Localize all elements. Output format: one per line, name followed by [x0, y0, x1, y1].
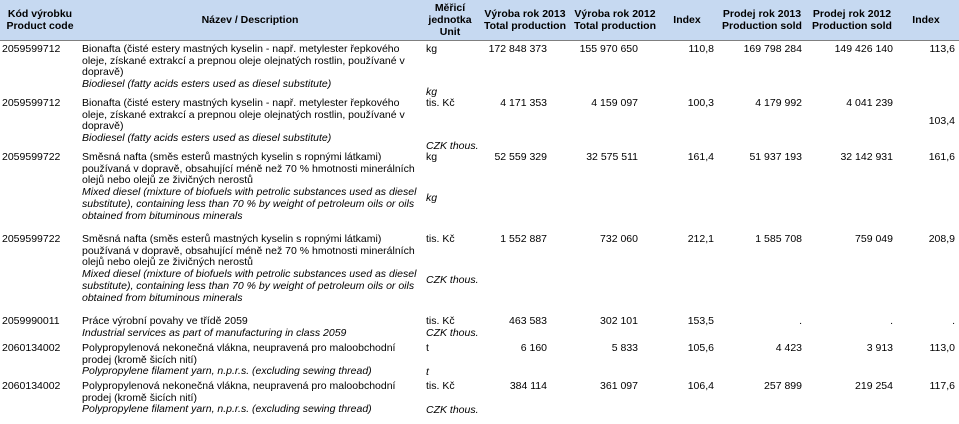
header-production-2012: Výroba rok 2012 Total production	[573, 8, 657, 32]
product-code: 2059599712	[2, 43, 61, 55]
product-code: 2059990011	[2, 315, 60, 327]
product-description	[82, 98, 422, 145]
sold-2012-value: 759 049	[855, 233, 893, 245]
unit-cz: tis. Kč	[426, 315, 455, 327]
product-code: 2059599722	[2, 233, 61, 245]
description-cz: Směsná nafta (směs esterů mastných kyselin s ropnými látkami) používaná v dopravě, obsahující méně než 70 % hmotnosti minerálních olejů nebo olejů ze živičných nerostů	[82, 233, 415, 269]
description-cz: Polypropylenová nekonečná vlákna, neupravená pro maloobchodní prodej (kromě šicích nití)	[82, 342, 396, 366]
sold-2013-value: 4 179 992	[755, 97, 802, 109]
unit-cz: tis. Kč	[426, 97, 455, 109]
unit-en: CZK thous.	[426, 327, 479, 339]
production-2012-value: 361 097	[600, 380, 638, 392]
product-code: 2059599722	[2, 151, 61, 163]
production-2013-value: 463 583	[509, 315, 547, 327]
header-unit: Měřicí jednotka Unit	[428, 2, 472, 38]
header-index-production: Index	[673, 14, 701, 26]
unit-en: CZK thous.	[426, 274, 479, 286]
description-en: Polypropylene filament yarn, n.p.r.s. (excluding sewing thread)	[82, 403, 372, 416]
unit-en: CZK thous.	[426, 404, 479, 416]
header-description: Název / Description	[201, 14, 299, 26]
sold-2013-value: 1 585 708	[755, 233, 802, 245]
sold-2013-value: 169 798 284	[743, 43, 802, 55]
production-2012-value: 32 575 511	[586, 151, 638, 163]
sold-2012-value: 4 041 239	[846, 97, 893, 109]
production-2012-value: 732 060	[600, 233, 638, 245]
sold-2013-value: .	[799, 315, 802, 327]
header-sold-2013: Prodej rok 2013 Production sold	[722, 8, 802, 32]
production-2012-value: 302 101	[600, 315, 638, 327]
sold-2012-value: 3 913	[866, 342, 893, 354]
sold-2012-value: 149 426 140	[834, 43, 893, 55]
unit-cz: kg	[426, 151, 438, 163]
index-sold-value: .	[952, 315, 955, 327]
description-en: Biodiesel (fatty acids esters used as diesel substitute)	[82, 132, 332, 145]
sold-2013-value: 4 423	[775, 342, 802, 354]
description-cz: Práce výrobní povahy ve třídě 2059	[82, 315, 248, 327]
header-product-code: Kód výrobku Product code	[6, 8, 74, 32]
unit-en: kg	[426, 86, 438, 98]
product-description	[82, 234, 422, 304]
unit-cz: kg	[426, 43, 438, 55]
table-row	[0, 316, 959, 342]
product-code: 2060134002	[2, 342, 61, 354]
table-row	[0, 343, 959, 381]
description-en: Mixed diesel (mixture of biofuels with petrolic substances used as diesel substitute), containing less than 70 % by weight of petroleum oils or oils obtained from bituminous minerals	[82, 186, 417, 222]
production-2013-value: 172 848 373	[488, 43, 547, 55]
table-row	[0, 234, 959, 316]
index-production-value: 100,3	[687, 97, 714, 109]
table-header	[0, 0, 959, 41]
production-2013-value: 6 160	[520, 342, 547, 354]
sold-2012-value: .	[890, 315, 893, 327]
description-cz: Polypropylenová nekonečná vlákna, neupravená pro maloobchodní prodej (kromě šicích nití)	[82, 380, 396, 404]
header-sold-2012: Prodej rok 2012 Production sold	[812, 8, 892, 32]
unit-cz: t	[426, 342, 429, 354]
description-en: Mixed diesel (mixture of biofuels with petrolic substances used as diesel substitute), containing less than 70 % by weight of petroleum oils or oils obtained from bituminous minerals	[82, 268, 417, 304]
index-production-value: 153,5	[687, 315, 714, 327]
product-description	[82, 44, 422, 91]
index-production-value: 105,6	[687, 342, 714, 354]
description-cz: Směsná nafta (směs esterů mastných kyselin s ropnými látkami) používaná v dopravě, obsahující méně než 70 % hmotnosti minerálních olejů nebo olejů ze živičných nerostů	[82, 151, 415, 187]
index-sold-value: 117,6	[929, 380, 955, 392]
unit-cz: tis. Kč	[426, 233, 455, 245]
index-production-value: 106,4	[687, 380, 714, 392]
unit-en: kg	[426, 192, 438, 204]
index-sold-value: 113,6	[929, 43, 955, 55]
index-production-value: 161,4	[687, 151, 714, 163]
product-code: 2059599712	[2, 97, 61, 109]
table-row	[0, 152, 959, 234]
sold-2013-value: 257 899	[764, 380, 802, 392]
product-description	[82, 316, 422, 339]
production-2012-value: 5 833	[611, 342, 638, 354]
index-sold-value: 161,6	[928, 151, 955, 163]
sold-2013-value: 51 937 193	[749, 151, 802, 163]
description-cz: Bionafta (čisté estery mastných kyselin - např. metylester řepkového oleje, získané extrakcí a prepnou oleje olejnatých rostlin, používané v dopravě)	[82, 43, 405, 79]
product-description	[82, 343, 422, 378]
production-2013-value: 52 559 329	[494, 151, 547, 163]
table-row	[0, 381, 959, 421]
unit-cz: tis. Kč	[426, 380, 455, 392]
product-code: 2060134002	[2, 380, 61, 392]
table-row	[0, 98, 959, 152]
index-sold-value: 113,0	[929, 342, 955, 354]
production-2013-value: 1 552 887	[500, 233, 547, 245]
table-row	[0, 44, 959, 98]
production-2013-value: 4 171 353	[500, 97, 547, 109]
index-sold-value: 103,4	[928, 115, 955, 127]
unit-en: CZK thous.	[426, 140, 479, 152]
header-production-2013: Výroba rok 2013 Total production	[483, 8, 567, 32]
production-2013-value: 384 114	[509, 380, 547, 392]
description-cz: Bionafta (čisté estery mastných kyselin - např. metylester řepkového oleje, získané extrakcí a prepnou oleje olejnatých rostlin, používané v dopravě)	[82, 97, 405, 133]
description-en: Biodiesel (fatty acids esters used as diesel substitute)	[82, 78, 332, 91]
description-en: Polypropylene filament yarn, n.p.r.s. (excluding sewing thread)	[82, 365, 372, 378]
sold-2012-value: 32 142 931	[840, 151, 893, 163]
index-production-value: 110,8	[688, 43, 714, 55]
index-production-value: 212,1	[687, 233, 714, 245]
production-2012-value: 4 159 097	[591, 97, 638, 109]
description-en: Industrial services as part of manufacturing in class 2059	[82, 326, 347, 339]
index-sold-value: 208,9	[928, 233, 955, 245]
unit-en: t	[426, 366, 429, 378]
header-index-sold: Index	[912, 14, 940, 26]
product-description	[82, 152, 422, 222]
production-2012-value: 155 970 650	[579, 43, 638, 55]
sold-2012-value: 219 254	[855, 380, 893, 392]
product-description	[82, 381, 422, 416]
